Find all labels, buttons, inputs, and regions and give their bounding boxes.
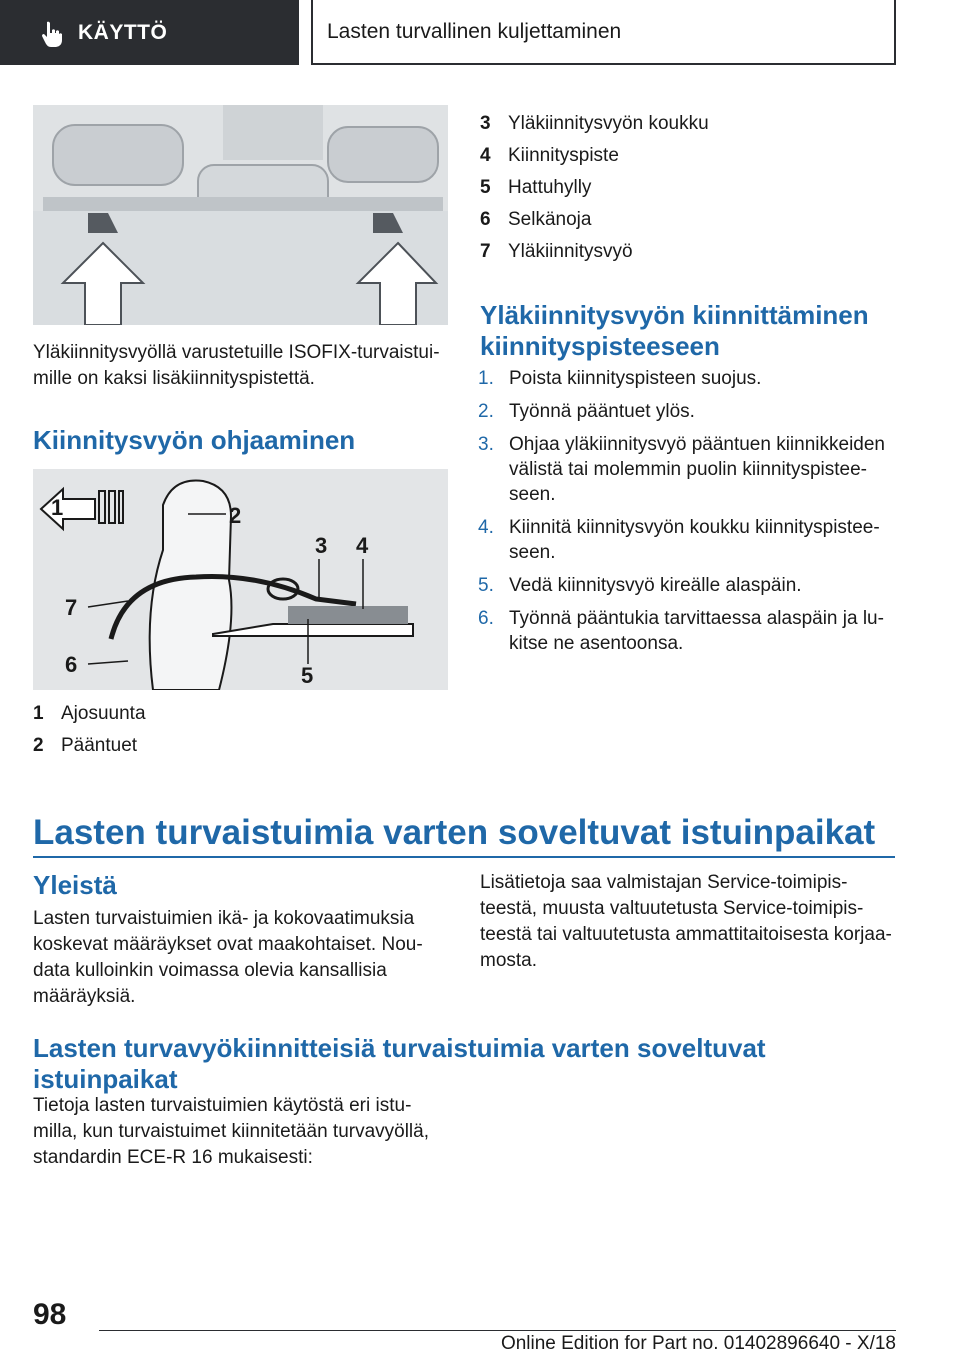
legend-text: Yläkiinnitysvyön koukku bbox=[508, 113, 709, 134]
belt-heading: Lasten turvavyökiinnitteisiä turvaistuimia varten soveltuvat istuinpaikat bbox=[33, 1033, 766, 1094]
section-header bbox=[311, 0, 896, 65]
intro-caption: Yläkiinnitysvyöllä varustetuille ISOFIX-turvaistuimille on kaksi lisäkiinnityspistettä. bbox=[33, 342, 440, 389]
legend-right bbox=[480, 108, 709, 268]
step-item bbox=[478, 399, 898, 424]
general-text-continued: Lisätietoja saa valmistajan Service-toimipisteestä, muusta valtuutetusta Service-toimipisteestä tai valtuutetusta ammattitaitoisesta korjaamosta. bbox=[480, 872, 892, 971]
figure-label-4: 4 bbox=[356, 533, 369, 558]
legend-number: 6 bbox=[480, 209, 491, 230]
anchor-points-figure bbox=[33, 105, 448, 325]
step-number: 1. bbox=[478, 368, 494, 389]
step-item bbox=[478, 366, 898, 391]
legend-item bbox=[480, 204, 709, 236]
tether-routing-figure bbox=[33, 469, 448, 690]
general-text: Lasten turvaistuimien ikä- ja kokovaatimuksia koskevat määräykset ovat maakohtaiset. Noudata kulloinkin voimassa olevia kansallisia määräyksiä. bbox=[33, 908, 423, 1007]
legend-item bbox=[33, 730, 146, 762]
legend-left bbox=[33, 698, 146, 762]
legend-item bbox=[33, 698, 146, 730]
step-text: Vedä kiinnitysvyö kireälle alaspäin. bbox=[509, 575, 802, 596]
section-title: Lasten turvallinen kuljettaminen bbox=[327, 19, 622, 43]
legend-text: Selkänoja bbox=[508, 209, 592, 230]
legend-number: 1 bbox=[33, 703, 44, 724]
attach-heading: Yläkiinnitysvyön kiinnittäminen kiinnityspisteeseen bbox=[480, 300, 869, 361]
step-item bbox=[478, 515, 898, 565]
step-number: 3. bbox=[478, 434, 494, 455]
step-number: 5. bbox=[478, 575, 494, 596]
legend-text: Pääntuet bbox=[61, 735, 138, 756]
legend-item bbox=[480, 108, 709, 140]
legend-number: 3 bbox=[480, 113, 491, 134]
figure-label-1: 1 bbox=[51, 495, 64, 520]
step-number: 2. bbox=[478, 401, 494, 422]
figure-label-2: 2 bbox=[229, 503, 242, 528]
legend-text: Hattuhylly bbox=[508, 177, 592, 198]
page-number: 98 bbox=[33, 1298, 67, 1331]
legend-number: 4 bbox=[480, 145, 491, 166]
legend-text: Ajosuunta bbox=[61, 703, 146, 724]
general-heading: Yleistä bbox=[33, 870, 117, 900]
legend-item bbox=[480, 236, 709, 268]
chapter-label: KÄYTTÖ bbox=[78, 20, 168, 44]
legend-text: Yläkiinnitysvyö bbox=[508, 241, 633, 262]
belt-text: Tietoja lasten turvaistuimien käytöstä eri istumilla, kun turvaistuimet kiinnitetään turvavyöllä, standardin ECE-R 16 mukaisesti: bbox=[33, 1095, 430, 1168]
legend-item bbox=[480, 172, 709, 204]
figure-label-3: 3 bbox=[315, 533, 328, 558]
figure-label-7: 7 bbox=[65, 595, 78, 620]
legend-number: 2 bbox=[33, 735, 44, 756]
step-text: Työnnä pääntukia tarvittaessa alaspäin ja lukitse ne asentoonsa. bbox=[509, 608, 884, 654]
step-text: Työnnä pääntuet ylös. bbox=[509, 401, 695, 422]
hand-pointer-icon bbox=[38, 19, 66, 47]
edition-footer: Online Edition for Part no. 01402896640 - X/18 bbox=[500, 1333, 896, 1354]
footer-rule bbox=[99, 1330, 896, 1331]
figure-label-6: 6 bbox=[65, 652, 78, 677]
step-number: 6. bbox=[478, 608, 494, 629]
chapter-tab[interactable] bbox=[0, 0, 299, 65]
step-text: Ohjaa yläkiinnitysvyö pääntuen kiinnikkeiden välistä tai molemmin puolin kiinnityspisteeseen. bbox=[509, 434, 886, 505]
seating-title: Lasten turvaistuimia varten soveltuvat istuinpaikat bbox=[33, 813, 876, 852]
legend-item bbox=[480, 140, 709, 172]
legend-number: 5 bbox=[480, 177, 491, 198]
step-item bbox=[478, 606, 898, 656]
step-item bbox=[478, 573, 898, 598]
step-text: Kiinnitä kiinnitysvyön koukku kiinnityspisteeseen. bbox=[509, 517, 880, 563]
step-text: Poista kiinnityspisteen suojus. bbox=[509, 368, 762, 389]
step-item bbox=[478, 432, 898, 507]
routing-heading: Kiinnitysvyön ohjaaminen bbox=[33, 425, 356, 455]
attach-steps bbox=[478, 366, 898, 664]
figure-label-5: 5 bbox=[301, 663, 314, 688]
legend-text: Kiinnityspiste bbox=[508, 145, 619, 166]
legend-number: 7 bbox=[480, 241, 491, 262]
step-number: 4. bbox=[478, 517, 494, 538]
title-rule bbox=[33, 856, 895, 858]
